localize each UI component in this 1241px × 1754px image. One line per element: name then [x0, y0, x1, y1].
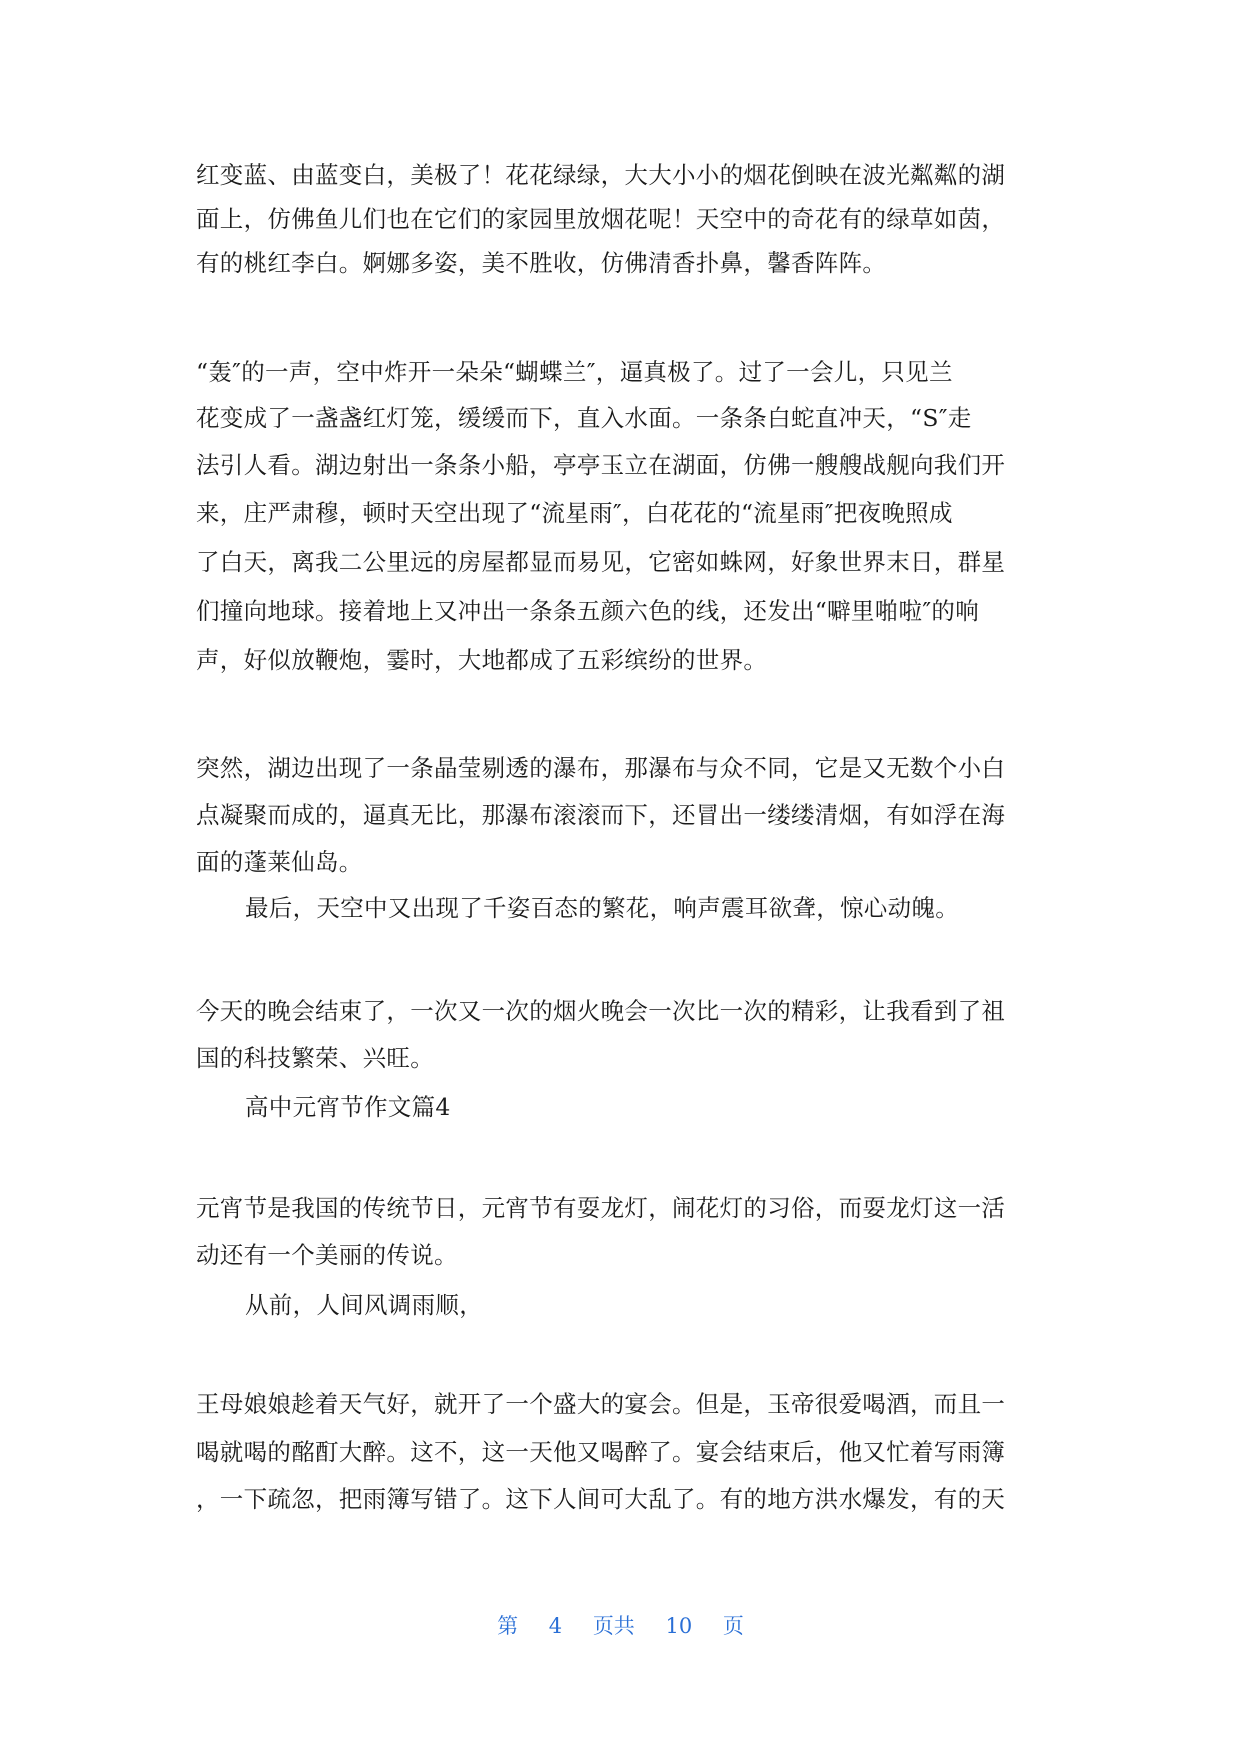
paragraph-line: “轰″的一声，空中炸开一朵朵“蝴蝶兰″，逼真极了。过了一会儿，只见兰 — [196, 358, 953, 386]
footer-middle: 页共 — [592, 1614, 635, 1638]
paragraph-line: 了白天，离我二公里远的房屋都显而易见，它密如蛛网，好象世界末日，群星 — [196, 548, 1006, 576]
footer-prefix: 第 — [497, 1614, 519, 1638]
paragraph-line: 面上，仿佛鱼儿们也在它们的家园里放烟花呢！天空中的奇花有的绿草如茵， — [196, 205, 1006, 233]
footer-suffix: 页 — [722, 1614, 744, 1638]
paragraph-line: 面的蓬莱仙岛。 — [196, 848, 363, 876]
paragraph-line: 元宵节是我国的传统节日，元宵节有耍龙灯，闹花灯的习俗，而耍龙灯这一活 — [196, 1194, 1006, 1222]
paragraph-line: 法引人看。湖边射出一条条小船，亭亭玉立在湖面，仿佛一艘艘战舰向我们开 — [196, 451, 1006, 479]
paragraph-line: 动还有一个美丽的传说。 — [196, 1241, 458, 1269]
paragraph-line: 点凝聚而成的，逼真无比，那瀑布滚滚而下，还冒出一缕缕清烟，有如浮在海 — [196, 801, 1006, 829]
paragraph-line: 来，庄严肃穆，顿时天空出现了“流星雨″，白花花的“流星雨″把夜晚照成 — [196, 499, 953, 527]
paragraph-line: 声，好似放鞭炮，霎时，大地都成了五彩缤纷的世界。 — [196, 646, 768, 674]
paragraph-line: 花变成了一盏盏红灯笼，缓缓而下，直入水面。一条条白蛇直冲天，“S″走 — [196, 404, 972, 432]
paragraph-line: 突然，湖边出现了一条晶莹剔透的瀑布，那瀑布与众不同，它是又无数个小白 — [196, 754, 1006, 782]
paragraph-line: 红变蓝、由蓝变白，美极了！花花绿绿，大大小小的烟花倒映在波光粼粼的湖 — [196, 161, 1006, 189]
indented-paragraph: 最后，天空中又出现了千姿百态的繁花，响声震耳欲聋，惊心动魄。 — [245, 894, 959, 922]
section-heading: 高中元宵节作文篇4 — [245, 1093, 451, 1121]
paragraph-line: ，一下疏忽，把雨簿写错了。这下人间可大乱了。有的地方洪水爆发，有的天 — [196, 1485, 1006, 1513]
paragraph-line: 喝就喝的酩酊大醉。这不，这一天他又喝醉了。宴会结束后，他又忙着写雨簿 — [196, 1438, 1006, 1466]
paragraph-line: 有的桃红李白。婀娜多姿，美不胜收，仿佛清香扑鼻，馨香阵阵。 — [196, 249, 887, 277]
paragraph-line: 们撞向地球。接着地上又冲出一条条五颜六色的线，还发出“噼里啪啦″的响 — [196, 597, 979, 625]
page-footer — [0, 1610, 1241, 1640]
total-page-count: 10 — [665, 1614, 693, 1638]
paragraph-line: 国的科技繁荣、兴旺。 — [196, 1044, 434, 1072]
indented-paragraph: 从前，人间风调雨顺， — [245, 1291, 483, 1319]
current-page-number: 4 — [548, 1614, 563, 1638]
paragraph-line: 今天的晚会结束了，一次又一次的烟火晚会一次比一次的精彩，让我看到了祖 — [196, 997, 1006, 1025]
paragraph-line: 王母娘娘趁着天气好，就开了一个盛大的宴会。但是，玉帝很爱喝酒，而且一 — [196, 1390, 1006, 1418]
